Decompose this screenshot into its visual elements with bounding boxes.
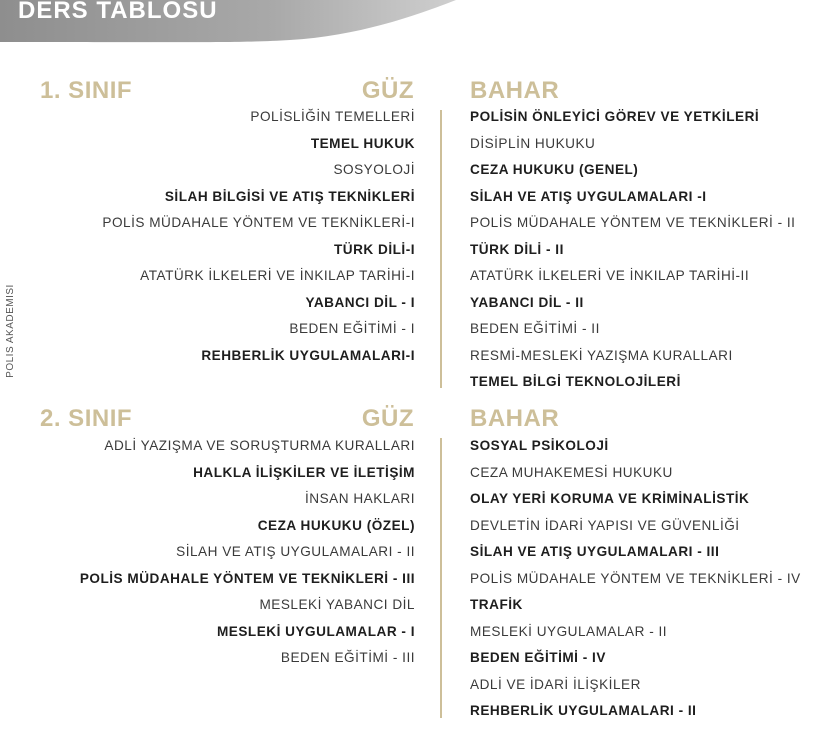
course-item: DİSİPLİN HUKUKU <box>470 135 596 151</box>
course-item: SİLAH VE ATIŞ UYGULAMALARI - III <box>470 544 720 559</box>
course-item: RESMİ-MESLEKİ YAZIŞMA KURALLARI <box>470 347 733 363</box>
year-2-spring-heading: BAHAR <box>470 405 560 432</box>
course-item: BEDEN EĞİTİMİ - II <box>470 321 600 336</box>
course-item: TEMEL HUKUK <box>310 135 415 151</box>
course-item: MESLEKİ YABANCI DİL <box>259 597 415 612</box>
page-title: DERS TABLOSU <box>18 0 218 24</box>
year-2-spring-course-list <box>470 433 830 725</box>
course-item: YABANCI DİL - II <box>470 294 584 310</box>
course-item: CEZA HUKUKU (GENEL) <box>470 162 639 177</box>
course-item: REHBERLİK UYGULAMALARI - II <box>470 703 697 718</box>
course-item: CEZA HUKUKU (ÖZEL) <box>257 517 415 533</box>
course-item: BEDEN EĞİTİMİ - IV <box>470 650 606 665</box>
year-2-fall-course-list <box>40 433 415 672</box>
course-item: OLAY YERİ KORUMA VE KRİMİNALİSTİK <box>470 491 750 506</box>
year-2-label: 2. SINIF <box>40 405 133 432</box>
course-item: ATATÜRK İLKELERİ VE İNKILAP TARİHİ-II <box>470 268 750 283</box>
column-divider <box>440 438 442 718</box>
course-item: SOSYOLOJİ <box>333 162 415 177</box>
year-1-fall-heading: GÜZ <box>361 77 414 104</box>
course-item: POLİS MÜDAHALE YÖNTEM VE TEKNİKLERİ - III <box>79 570 415 586</box>
year-1-fall-course-list <box>40 104 415 369</box>
course-item: İNSAN HAKLARI <box>305 491 415 506</box>
course-item: CEZA MUHAKEMESİ HUKUKU <box>470 464 673 480</box>
course-item: POLİS MÜDAHALE YÖNTEM VE TEKNİKLERİ-I <box>102 215 415 230</box>
year-2-fall-heading: GÜZ <box>361 405 414 432</box>
side-label: POLIS AKADEMISI <box>5 284 16 378</box>
course-item: SİLAH VE ATIŞ UYGULAMALARI -I <box>470 188 707 204</box>
course-item: REHBERLİK UYGULAMALARI-I <box>201 347 415 363</box>
course-item: SOSYAL PSİKOLOJİ <box>470 438 609 453</box>
course-item: TÜRK DİLİ - II <box>470 241 564 257</box>
column-divider <box>440 110 442 388</box>
course-item: SİLAH VE ATIŞ UYGULAMALARI - II <box>176 544 415 559</box>
course-item: BEDEN EĞİTİMİ - III <box>280 650 415 665</box>
course-item: ATATÜRK İLKELERİ VE İNKILAP TARİHİ-I <box>140 268 415 283</box>
course-item: MESLEKİ UYGULAMALAR - I <box>216 623 415 639</box>
course-item: POLİSLİĞİN TEMELLERİ <box>250 109 415 124</box>
course-item: TRAFİK <box>470 597 523 612</box>
course-item: YABANCI DİL - I <box>305 294 415 310</box>
course-item: MESLEKİ UYGULAMALAR - II <box>470 623 668 639</box>
course-item: DEVLETİN İDARİ YAPISI VE GÜVENLİĞİ <box>470 517 740 533</box>
course-item: HALKLA İLİŞKİLER VE İLETİŞİM <box>193 464 415 480</box>
course-item: POLİSİN ÖNLEYİCİ GÖREV VE YETKİLERİ <box>470 109 760 124</box>
course-item: TEMEL BİLGİ TEKNOLOJİLERİ <box>470 374 681 389</box>
course-item: TÜRK DİLİ-I <box>333 241 415 257</box>
course-item: POLİS MÜDAHALE YÖNTEM VE TEKNİKLERİ - IV <box>470 570 801 586</box>
year-1-label: 1. SINIF <box>40 77 133 104</box>
course-item: SİLAH BİLGİSİ VE ATIŞ TEKNİKLERİ <box>164 188 415 204</box>
course-item: BEDEN EĞİTİMİ - I <box>289 321 415 336</box>
course-item: ADLİ VE İDARİ İLİŞKİLER <box>470 676 641 692</box>
year-1-spring-heading: BAHAR <box>470 77 560 104</box>
year-1-spring-course-list <box>470 104 830 396</box>
course-item: POLİS MÜDAHALE YÖNTEM VE TEKNİKLERİ - II <box>470 215 796 230</box>
course-item: ADLİ YAZIŞMA VE SORUŞTURMA KURALLARI <box>104 438 415 453</box>
